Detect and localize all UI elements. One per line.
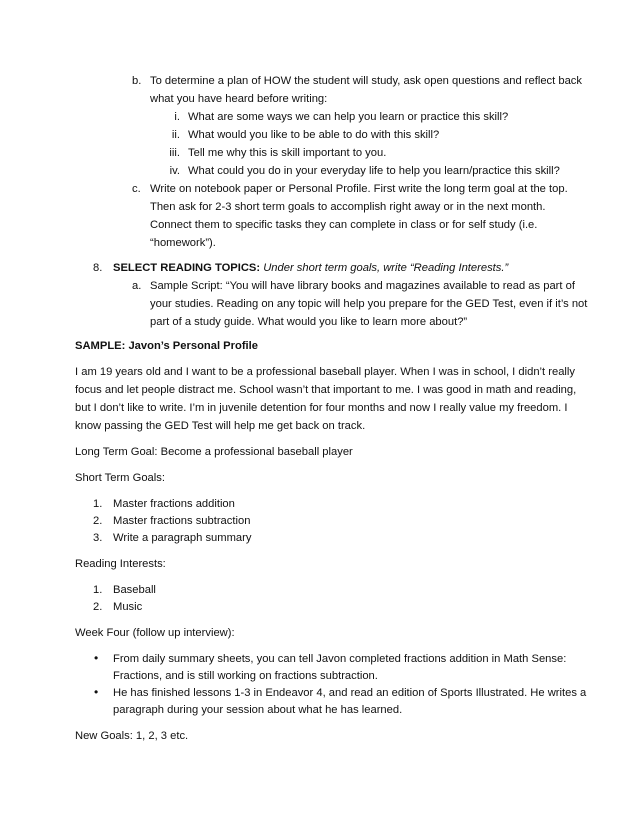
- list-item: Baseball: [113, 584, 156, 596]
- new-goals: New Goals: 1, 2, 3 etc.: [75, 730, 189, 742]
- list-item: Write a paragraph summary: [113, 532, 252, 544]
- profile-paragraph-line4: know passing the GED Test will help me get back on track.: [75, 420, 366, 432]
- bullet-icon: •: [94, 685, 99, 699]
- list-number: 3.: [93, 532, 103, 544]
- question-label: iv.: [169, 165, 180, 177]
- question-label: i.: [174, 111, 180, 123]
- list-item: Master fractions addition: [113, 498, 235, 510]
- sample-script-line1: Sample Script: “You will have library books and magazines available to read as part of: [150, 280, 575, 292]
- sample-script-line3: part of a study guide. What would you like to learn more about?”: [150, 316, 468, 328]
- list-number: 2.: [93, 601, 103, 613]
- bullet-item-line2: paragraph during your session about what he has learned.: [113, 704, 403, 716]
- profile-paragraph-line2: focus and let people distract me. School wasn’t that important to me. I was good in math and reading,: [75, 384, 577, 396]
- list-item: Music: [113, 601, 143, 613]
- question-text: What are some ways we can help you learn or practice this skill?: [188, 111, 509, 123]
- bullet-icon: •: [94, 651, 99, 665]
- profile-paragraph-line3: but I don’t like to write. I’m in juvenile detention for four months and now I really value my freedom. I: [75, 402, 568, 414]
- long-term-goal: Long Term Goal: Become a professional baseball player: [75, 446, 353, 458]
- step-b-label: b.: [132, 75, 142, 87]
- step-c-label: c.: [132, 183, 141, 195]
- week-four-heading: Week Four (follow up interview):: [75, 627, 235, 639]
- list-item: Master fractions subtraction: [113, 515, 251, 527]
- section-8-number: 8.: [93, 262, 103, 274]
- step-a-label: a.: [132, 280, 142, 292]
- sample-heading: SAMPLE: Javon’s Personal Profile: [75, 340, 258, 352]
- section-8-instruction: Under short term goals, write “Reading Interests.”: [263, 262, 509, 274]
- step-b-text-line1: To determine a plan of HOW the student will study, ask open questions and reflect back: [150, 75, 582, 87]
- bullet-item-line2: Fractions, and is still working on fractions subtraction.: [113, 670, 378, 682]
- profile-paragraph-line1: I am 19 years old and I want to be a professional baseball player. When I was in school, I didn’t really: [75, 366, 575, 378]
- question-text: What would you like to be able to do with this skill?: [188, 129, 440, 141]
- bullet-item-line1: From daily summary sheets, you can tell Javon completed fractions addition in Math Sense:: [113, 653, 567, 665]
- sample-script-line2: your studies. Reading on any topic will help you prepare for the GED Test, even if it’s not: [150, 298, 588, 310]
- list-number: 2.: [93, 515, 103, 527]
- bullet-item-line1: He has finished lessons 1-3 in Endeavor 4, and read an edition of Sports Illustrated. He writes a: [113, 687, 587, 699]
- question-label: ii.: [171, 129, 180, 141]
- list-number: 1.: [93, 498, 103, 510]
- question-text: What could you do in your everyday life to help you learn/practice this skill?: [188, 165, 560, 177]
- list-number: 1.: [93, 584, 103, 596]
- step-c-text-line2: Then ask for 2-3 short term goals to accomplish right away or in the next month.: [150, 201, 546, 213]
- section-8-heading-line: [113, 260, 508, 278]
- question-text: Tell me why this is skill important to you.: [188, 147, 387, 159]
- step-c-text-line3: Connect them to specific tasks they can complete in class or for self study (i.e.: [150, 219, 538, 231]
- question-label: iii.: [169, 147, 180, 159]
- step-c-text-line4: “homework”).: [150, 237, 216, 249]
- step-b-text-line2: what you have heard before writing:: [150, 93, 328, 105]
- step-c-text-line1: Write on notebook paper or Personal Profile. First write the long term goal at the top.: [150, 183, 568, 195]
- reading-interests-heading: Reading Interests:: [75, 558, 166, 570]
- section-8-heading: SELECT READING TOPICS:: [113, 262, 261, 274]
- short-term-goals-heading: Short Term Goals:: [75, 472, 165, 484]
